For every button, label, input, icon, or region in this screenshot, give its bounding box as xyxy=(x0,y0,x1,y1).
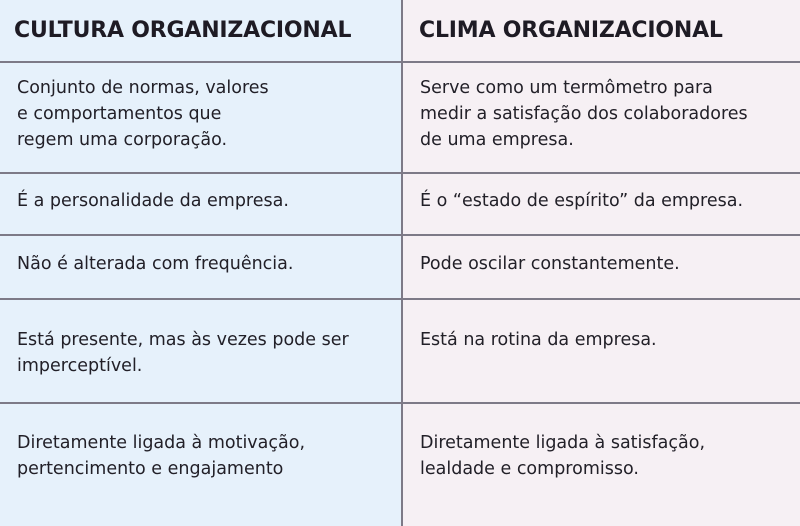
clima-cell xyxy=(402,403,800,526)
cultura-cell xyxy=(0,62,402,173)
cell-text: É a personalidade da empresa. xyxy=(17,191,289,211)
cell-text: Diretamente ligada à satisfação, lealdade e compromisso. xyxy=(420,433,706,479)
header-cultura-organizacional: CULTURA ORGANIZACIONAL xyxy=(0,0,402,62)
header-clima-organizacional: CLIMA ORGANIZACIONAL xyxy=(402,0,800,62)
cultura-cell xyxy=(0,299,402,403)
cell-text: Conjunto de normas, valores e comportamentos que regem uma corporação. xyxy=(17,78,269,150)
cultura-cell xyxy=(0,173,402,235)
cultura-cell xyxy=(0,235,402,299)
clima-cell xyxy=(402,173,800,235)
cell-text: Pode oscilar constantemente. xyxy=(420,254,680,274)
table-row xyxy=(0,235,800,299)
cell-text: Serve como um termômetro para medir a satisfação dos colaboradores de uma empresa. xyxy=(420,78,748,150)
clima-cell xyxy=(402,62,800,173)
table-row xyxy=(0,173,800,235)
cultura-cell xyxy=(0,403,402,526)
cell-text: É o “estado de espírito” da empresa. xyxy=(420,191,744,211)
table-row xyxy=(0,299,800,403)
cell-text: Está na rotina da empresa. xyxy=(420,330,657,350)
cell-text: Não é alterada com frequência. xyxy=(17,254,294,274)
clima-cell xyxy=(402,235,800,299)
cell-text: Diretamente ligada à motivação, pertencimento e engajamento xyxy=(17,433,306,479)
cell-text: Está presente, mas às vezes pode ser imperceptível. xyxy=(17,330,349,376)
header-row xyxy=(0,0,800,62)
table-row xyxy=(0,62,800,173)
clima-cell xyxy=(402,299,800,403)
table-row xyxy=(0,403,800,526)
